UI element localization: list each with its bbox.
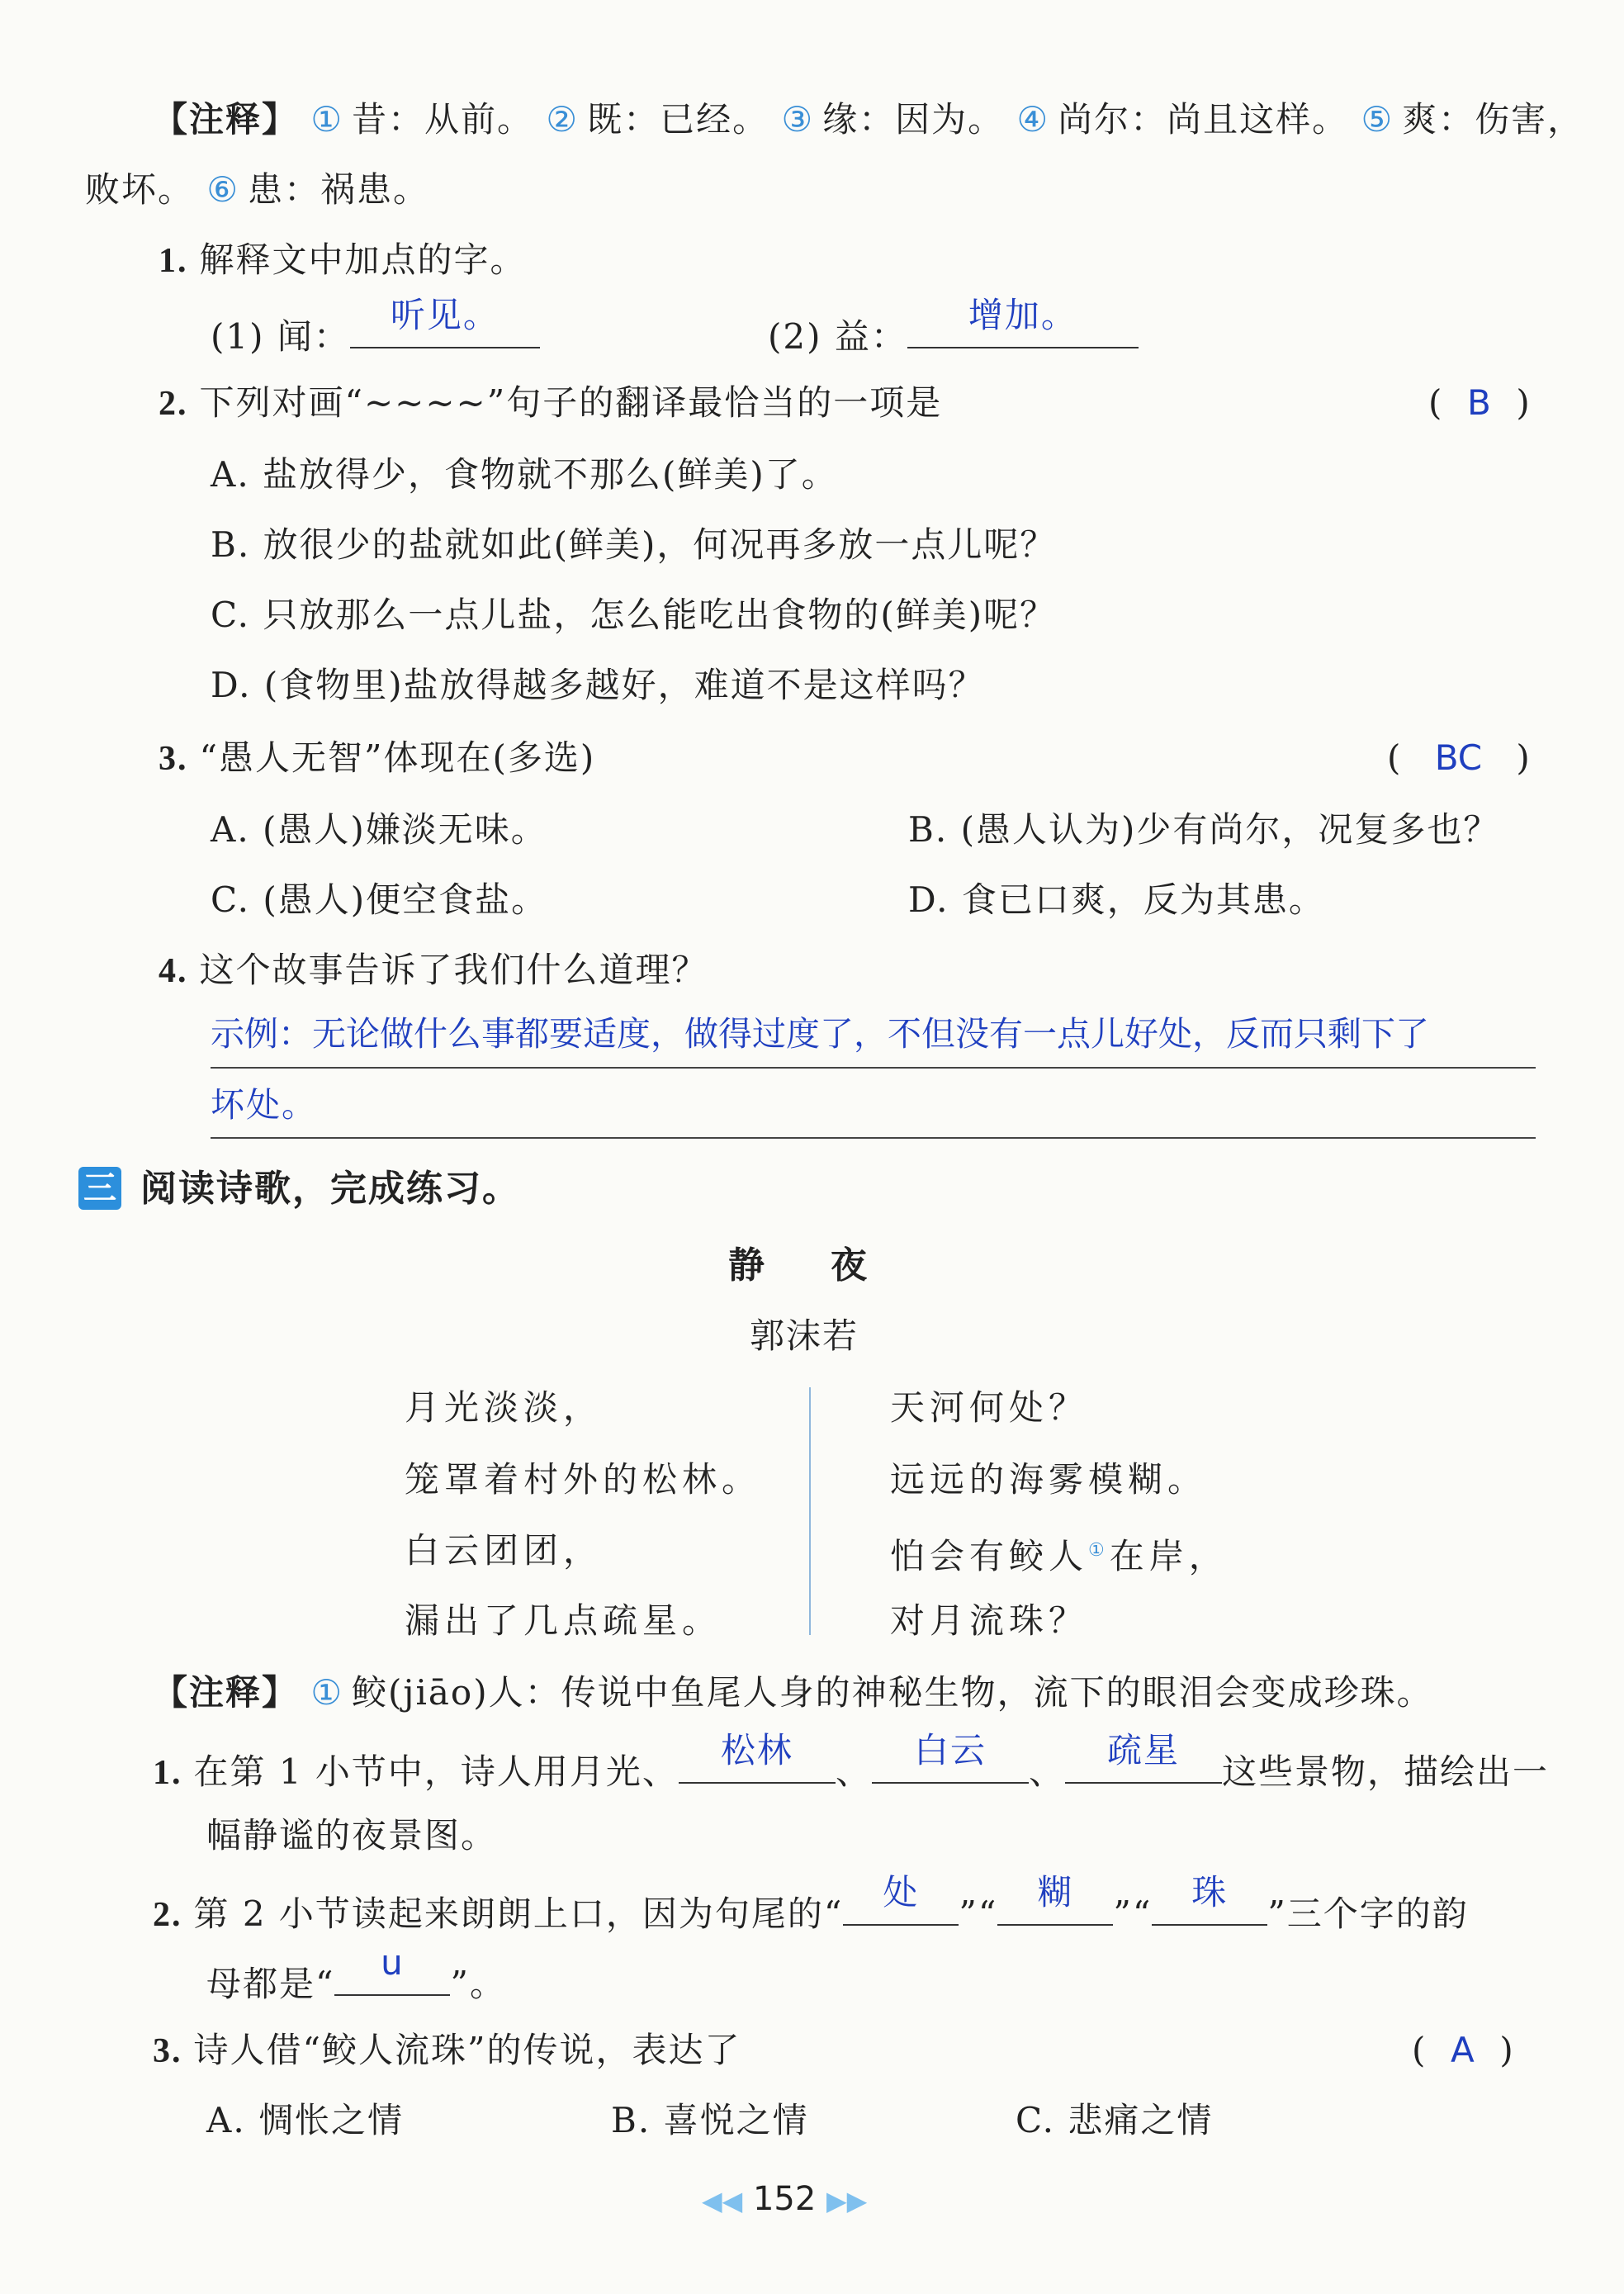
note1-line1 — [153, 95, 1584, 145]
q2-option-b: B. 放很少的盐就如此(鲜美)，何况再多放一点儿呢？ — [211, 524, 1057, 565]
p2-line2-before: 母都是“ — [206, 1964, 335, 2004]
note1-mark-5: ⑤ — [1361, 99, 1394, 140]
p2-answer-3: 珠 — [1191, 1872, 1229, 1912]
q2-number: 2. — [159, 385, 188, 423]
poem-footnote-mark: ① — [1088, 1540, 1110, 1561]
p1-line-1 — [153, 1730, 1549, 1798]
note1-mark-1: ① — [310, 99, 344, 140]
q1-part-b — [768, 295, 1139, 362]
q1-a-prefix: (1) 闻： — [211, 316, 350, 357]
p2-line-1 — [153, 1872, 1469, 1940]
section-badge: 三 — [78, 1167, 121, 1210]
poem-left-line-3: 白云团团， — [405, 1530, 604, 1571]
note2-mark: ① — [310, 1672, 344, 1713]
poem-title: 静夜 — [728, 1244, 933, 1287]
p1-answer-1: 松林 — [720, 1730, 793, 1770]
p2-blank-2[interactable] — [997, 1872, 1113, 1926]
q1-number: 1. — [159, 242, 188, 280]
page-number: 152 — [752, 2180, 817, 2218]
q1-b-prefix: (2) 益： — [768, 316, 907, 357]
note1-mark-3: ③ — [781, 99, 815, 140]
q1-text: 解释文中加点的字。 — [199, 239, 527, 280]
p1-blank-3[interactable] — [1065, 1730, 1222, 1784]
q4-answer-line-2: 坏处。 — [211, 1085, 317, 1125]
note1-text-5: 爽：伤害， — [1402, 99, 1584, 140]
q1-b-blank[interactable] — [907, 295, 1139, 348]
p1-answer-2: 白云 — [913, 1730, 987, 1770]
note2-text: 鲛(jiāo)人：传说中鱼尾人身的神秘生物，流下的眼泪会变成珍珠。 — [352, 1672, 1433, 1713]
p3-stem — [153, 2026, 741, 2076]
p2-vowel-blank[interactable] — [334, 1942, 450, 1996]
poem-divider — [809, 1387, 811, 1635]
p2-quote-sep-2: ”“ — [1113, 1893, 1153, 1934]
note2-line — [153, 1668, 1433, 1718]
poem-left-line-4: 漏出了几点疏星。 — [405, 1600, 722, 1641]
p3-answer-box[interactable]: ( A ) — [1412, 2026, 1513, 2075]
p3-number: 3. — [153, 2032, 182, 2070]
p3-option-c: C. 悲痛之情 — [1016, 2100, 1214, 2140]
p2-line-2 — [206, 1942, 506, 2009]
q4-rule-2 — [211, 1137, 1536, 1139]
note1-line2 — [85, 165, 429, 215]
note1-mark-6: ⑥ — [206, 169, 240, 210]
note1-text-6: 患：祸患。 — [248, 169, 430, 210]
p1-answer-3: 疏星 — [1106, 1730, 1180, 1770]
note1-text-3: 缘：因为。 — [822, 99, 1005, 140]
q4-rule-1 — [211, 1067, 1536, 1069]
q3-option-b: B. (愚人认为)少有尚尔，况复多也？ — [908, 809, 1500, 850]
p1-text-before: 在第 1 小节中，诗人用月光、 — [193, 1751, 679, 1792]
poem-right-line-3 — [890, 1526, 1229, 1581]
p1-text-after: 这些景物，描绘出一 — [1221, 1751, 1549, 1792]
p2-answer-1: 处 — [883, 1872, 920, 1912]
q2-option-c: C. 只放那么一点儿盐，怎么能吃出食物的(鲜美)呢？ — [211, 595, 1057, 635]
q3-text: “愚人无智”体现在(多选) — [199, 737, 596, 778]
p2-blank-1[interactable] — [843, 1872, 959, 1926]
q4-number: 4. — [159, 952, 188, 990]
note2-label: 【注释】 — [153, 1672, 299, 1713]
p2-line2-after: ”。 — [450, 1964, 506, 2004]
note1-mark-2: ② — [546, 99, 580, 140]
poem-author: 郭沫若 — [750, 1315, 859, 1356]
q3-answer: BC — [1434, 737, 1483, 778]
p3-option-b: B. 喜悦之情 — [611, 2100, 809, 2140]
p1-number: 1. — [153, 1754, 182, 1792]
note1-mark-4: ④ — [1016, 99, 1050, 140]
note1-text-4: 尚尔：尚且这样。 — [1058, 99, 1349, 140]
prev-page-icon[interactable]: ◀◀ — [702, 2185, 743, 2216]
poem-left-line-1: 月光淡淡， — [405, 1387, 604, 1428]
next-page-icon[interactable]: ▶▶ — [826, 2185, 868, 2216]
p2-text-before: 第 2 小节读起来朗朗上口，因为句尾的“ — [193, 1893, 844, 1934]
poem-right-line-1: 天河何处？ — [890, 1387, 1089, 1428]
note1-label: 【注释】 — [153, 99, 299, 140]
q3-option-c: C. (愚人)便空食盐。 — [211, 879, 548, 920]
q2-answer: B — [1466, 382, 1491, 423]
q2-answer-box[interactable]: ( B ) — [1428, 378, 1530, 428]
note1-text-2: 既：已经。 — [587, 99, 769, 140]
q2-option-d: D. (食物里)盐放得越多越好，难道不是这样吗？ — [211, 665, 985, 705]
p3-text: 诗人借“鲛人流珠”的传说，表达了 — [193, 2030, 741, 2070]
poem-right-line-4: 对月流珠？ — [890, 1600, 1089, 1641]
q1-part-a — [211, 295, 540, 362]
p3-answer: A — [1451, 2030, 1475, 2070]
page-footer — [702, 2176, 867, 2224]
poem-right-line-2: 远远的海雾模糊。 — [890, 1459, 1208, 1500]
q2-option-a: A. 盐放得少，食物就不那么(鲜美)了。 — [211, 454, 838, 495]
q3-stem — [159, 733, 595, 784]
p1-sep-2: 、 — [1028, 1751, 1065, 1792]
q4-stem — [159, 946, 708, 996]
note1-line2-text: 败坏。 — [85, 169, 195, 210]
q1-a-answer: 听见。 — [390, 295, 500, 335]
p1-line-2: 幅静谧的夜景图。 — [206, 1815, 498, 1856]
p2-blank-3[interactable] — [1152, 1872, 1267, 1926]
q4-answer-line-1: 示例：无论做什么事都要适度，做得过度了，不但没有一点儿好处，反而只剩下了 — [211, 1014, 1429, 1054]
poem-left-line-2: 笼罩着村外的松林。 — [405, 1459, 762, 1500]
q2-stem — [159, 378, 942, 429]
section-title: 阅读诗歌，完成练习。 — [140, 1168, 520, 1210]
p2-number: 2. — [153, 1896, 182, 1934]
poem-right-line-3-head: 怕会有鲛人 — [890, 1536, 1089, 1576]
p2-answer-2: 糊 — [1037, 1872, 1074, 1912]
p2-vowel: u — [381, 1942, 405, 1983]
p1-blank-1[interactable] — [679, 1730, 836, 1784]
poem-right-line-3-tail: 在岸， — [1109, 1536, 1229, 1576]
p2-text-after: ”三个字的韵 — [1267, 1893, 1469, 1934]
q1-b-answer: 增加。 — [968, 295, 1077, 335]
note1-text-1: 昔：从前。 — [352, 99, 534, 140]
q4-text: 这个故事告诉了我们什么道理？ — [199, 950, 708, 990]
q3-answer-box[interactable]: ( BC ) — [1387, 733, 1530, 783]
q3-number: 3. — [159, 740, 188, 778]
q3-option-a: A. (愚人)嫌淡无味。 — [211, 809, 547, 850]
q2-text: 下列对画“~~~~”句子的翻译最恰当的一项是 — [199, 382, 943, 423]
p1-blank-2[interactable] — [872, 1730, 1029, 1784]
q1-a-blank[interactable] — [350, 295, 540, 348]
q3-option-d: D. 食已口爽，反为其患。 — [908, 879, 1325, 920]
p1-sep-1: 、 — [835, 1751, 872, 1792]
p2-quote-sep-1: ”“ — [959, 1893, 998, 1934]
q1-stem — [159, 235, 527, 286]
p3-option-a: A. 惆怅之情 — [206, 2100, 405, 2140]
